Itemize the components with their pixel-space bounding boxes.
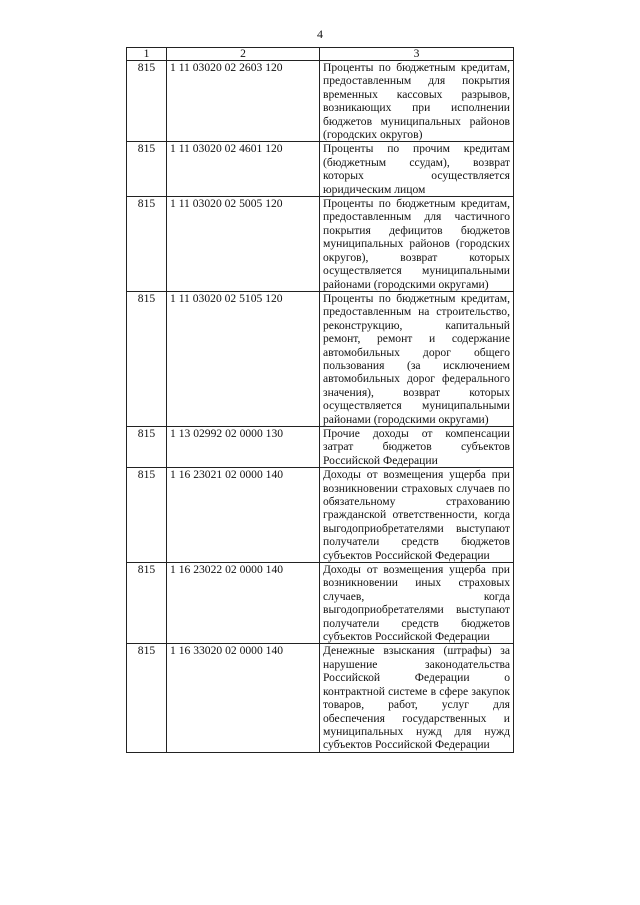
description-cell: Проценты по бюджетным кредитам, предоставленным для покрытия временных кассовых разрывов, возникающих при исполнении бюджетов муниципальных районов (городских округов) [320, 61, 514, 142]
table-row [127, 563, 514, 644]
kbk-cell: 1 11 03020 02 2603 120 [167, 61, 320, 142]
admin-code-cell: 815 [127, 142, 167, 197]
admin-code-cell: 815 [127, 291, 167, 426]
kbk-cell: 1 11 03020 02 5005 120 [167, 197, 320, 292]
kbk-cell: 1 16 23022 02 0000 140 [167, 563, 320, 644]
kbk-cell: 1 11 03020 02 4601 120 [167, 142, 320, 197]
admin-code-cell: 815 [127, 644, 167, 752]
revenue-codes-table [126, 47, 514, 753]
admin-code-cell: 815 [127, 197, 167, 292]
description-cell: Прочие доходы от компенсации затрат бюджетов субъектов Российской Федерации [320, 426, 514, 467]
admin-code-cell: 815 [127, 468, 167, 563]
description-cell: Доходы от возмещения ущерба при возникновении страховых случаев по обязательному страхованию гражданской ответственности, когда выгодоприобретателями выступают получатели средств бюджетов субъектов Российской Федерации [320, 468, 514, 563]
column-header-1: 1 [127, 48, 167, 61]
description-cell: Доходы от возмещения ущерба при возникновении иных страховых случаев, когда выгодоприобретателями выступают получатели средств бюджетов субъектов Российской Федерации [320, 563, 514, 644]
table-row [127, 644, 514, 752]
table-row [127, 142, 514, 197]
table-row [127, 468, 514, 563]
table-row [127, 291, 514, 426]
description-cell: Проценты по бюджетным кредитам, предоставленным для частичного покрытия дефицитов бюджетов муниципальных районов (городских округов), возврат которых осуществляется муниципальными районами (городскими округами) [320, 197, 514, 292]
table-row [127, 197, 514, 292]
admin-code-cell: 815 [127, 563, 167, 644]
kbk-cell: 1 13 02992 02 0000 130 [167, 426, 320, 467]
admin-code-cell: 815 [127, 426, 167, 467]
column-header-3: 3 [320, 48, 514, 61]
admin-code-cell: 815 [127, 61, 167, 142]
table-row [127, 426, 514, 467]
column-header-2: 2 [167, 48, 320, 61]
kbk-cell: 1 16 23021 02 0000 140 [167, 468, 320, 563]
kbk-cell: 1 16 33020 02 0000 140 [167, 644, 320, 752]
table-row [127, 61, 514, 142]
description-cell: Проценты по прочим кредитам (бюджетным ссудам), возврат которых осуществляется юридическим лицом [320, 142, 514, 197]
description-cell: Денежные взыскания (штрафы) за нарушение законодательства Российской Федерации о контрактной системе в сфере закупок товаров, работ, услуг для обеспечения государственных и муниципальных нужд для нужд субъектов Российской Федерации [320, 644, 514, 752]
header-row [127, 48, 514, 61]
description-cell: Проценты по бюджетным кредитам, предоставленным на строительство, реконструкцию, капитальный ремонт, ремонт и содержание автомобильных дорог общего пользования (за исключением автомобильных дорог федерального значения), возврат которых осуществляется муниципальными районами (городскими округами) [320, 291, 514, 426]
page-number: 4 [317, 27, 323, 41]
kbk-cell: 1 11 03020 02 5105 120 [167, 291, 320, 426]
